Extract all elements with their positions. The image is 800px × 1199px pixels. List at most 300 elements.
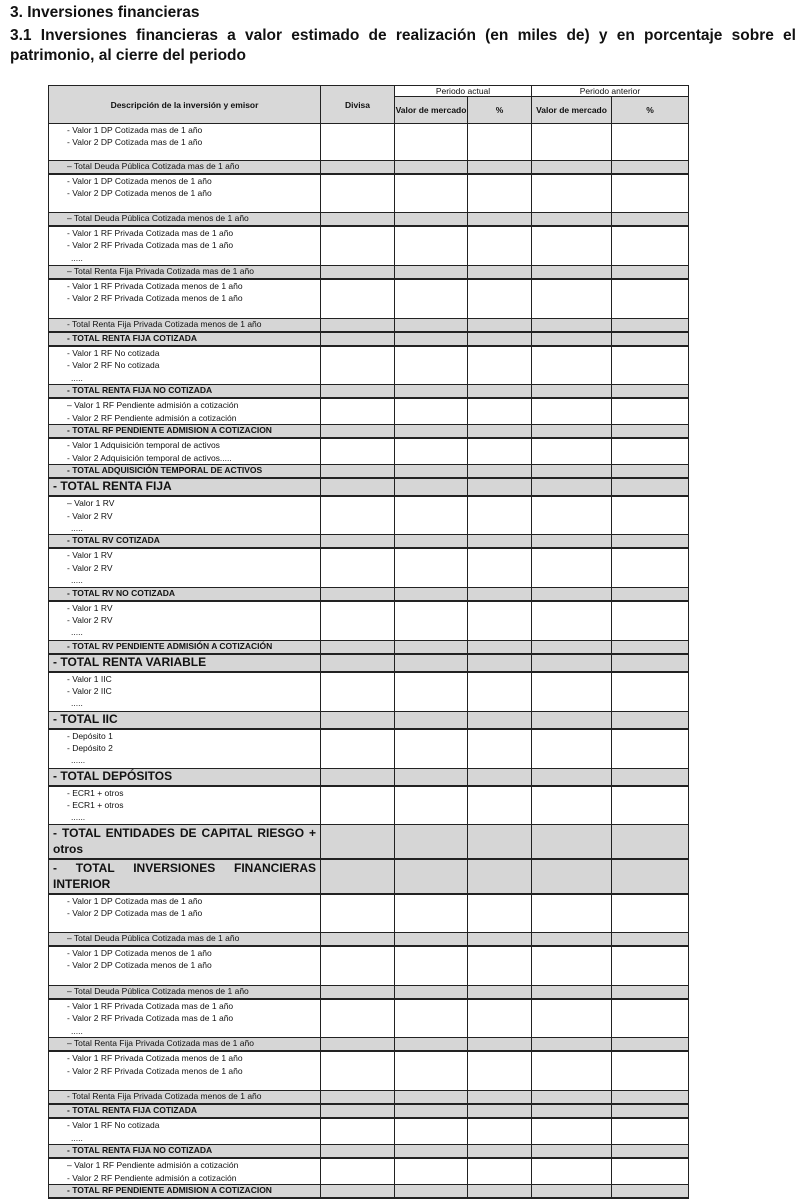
total-label: – Total Deuda Pública Cotizada menos de 1 año (67, 985, 249, 996)
total-label: - TOTAL RENTA FIJA COTIZADA (67, 1105, 198, 1116)
total-row (49, 332, 689, 346)
current-percent-cell[interactable] (468, 398, 532, 425)
total-row (49, 319, 689, 333)
table-row (49, 496, 689, 535)
currency-cell[interactable] (321, 174, 395, 213)
previous-value-cell[interactable] (532, 985, 612, 999)
list-item: - Valor 1 RF Privada Cotizada menos de 1 año (67, 1053, 243, 1064)
list-item: – Valor 1 RF Pendiente admisión a cotización (67, 400, 239, 411)
list-item: ..... (71, 1025, 83, 1036)
previous-percent-cell[interactable] (612, 1091, 689, 1105)
table-row (49, 999, 689, 1038)
previous-percent-cell[interactable] (612, 985, 689, 999)
list-item: - Valor 2 RF Pendiente admisión a cotización (67, 412, 237, 423)
current-percent-cell[interactable] (468, 894, 532, 933)
previous-percent-cell[interactable] (612, 1158, 689, 1185)
table-row (49, 346, 689, 385)
previous-value-cell[interactable] (532, 548, 612, 587)
current-percent-cell[interactable] (468, 266, 532, 280)
total-label: - TOTAL RENTA FIJA NO COTIZADA (67, 385, 213, 396)
currency-cell[interactable] (321, 587, 395, 601)
previous-value-cell[interactable] (532, 711, 612, 729)
previous-percent-cell[interactable] (612, 161, 689, 175)
previous-percent-cell[interactable] (612, 768, 689, 786)
current-value-cell[interactable] (395, 346, 468, 385)
current-percent-cell[interactable] (468, 174, 532, 213)
total-row (49, 1145, 689, 1159)
total-label: – Total Renta Fija Privada Cotizada mas de 1 año (67, 1038, 254, 1049)
previous-percent-cell[interactable] (612, 859, 689, 894)
currency-cell[interactable] (321, 319, 395, 333)
previous-percent-cell[interactable] (612, 1118, 689, 1145)
description-cell (49, 465, 321, 479)
current-value-cell[interactable] (395, 1038, 468, 1052)
current-value-cell[interactable] (395, 213, 468, 227)
total-label: - TOTAL ENTIDADES DE CAPITAL RIESGO + otros (53, 825, 316, 856)
previous-percent-cell[interactable] (612, 332, 689, 346)
previous-percent-cell[interactable] (612, 786, 689, 825)
current-percent-cell[interactable] (468, 332, 532, 346)
previous-percent-cell[interactable] (612, 894, 689, 933)
total-row (49, 1091, 689, 1105)
current-value-cell[interactable] (395, 496, 468, 535)
total-label: - TOTAL RENTA FIJA (53, 479, 172, 494)
current-percent-cell[interactable] (468, 824, 532, 859)
previous-percent-cell[interactable] (612, 213, 689, 227)
current-percent-cell[interactable] (468, 711, 532, 729)
currency-cell[interactable] (321, 1118, 395, 1145)
current-percent-cell[interactable] (468, 601, 532, 641)
previous-percent-cell[interactable] (612, 548, 689, 587)
currency-cell[interactable] (321, 332, 395, 346)
currency-cell[interactable] (321, 824, 395, 859)
current-value-cell[interactable] (395, 1145, 468, 1159)
previous-value-cell[interactable] (532, 768, 612, 786)
current-percent-cell[interactable] (468, 1091, 532, 1105)
current-percent-cell[interactable] (468, 425, 532, 439)
description-cell (49, 1118, 321, 1145)
previous-percent-cell[interactable] (612, 385, 689, 399)
currency-header: Divisa (321, 86, 395, 124)
list-item: - Valor 1 DP Cotizada mas de 1 año (67, 895, 203, 906)
previous-percent-cell[interactable] (612, 999, 689, 1038)
list-item: - Valor 1 RF Privada Cotizada menos de 1 año (67, 281, 243, 291)
previous-value-cell[interactable] (532, 786, 612, 825)
current-percent-cell[interactable] (468, 932, 532, 946)
current-percent-cell[interactable] (468, 768, 532, 786)
current-value-cell[interactable] (395, 385, 468, 399)
current-percent-cell[interactable] (468, 213, 532, 227)
previous-value-cell[interactable] (532, 398, 612, 425)
currency-cell[interactable] (321, 266, 395, 280)
description-cell (49, 1051, 321, 1091)
current-percent-cell[interactable] (468, 535, 532, 549)
previous-value-cell[interactable] (532, 266, 612, 280)
previous-value-cell[interactable] (532, 346, 612, 385)
current-percent-cell[interactable] (468, 1038, 532, 1052)
previous-value-cell[interactable] (532, 1051, 612, 1091)
current-percent-cell[interactable] (468, 985, 532, 999)
current-value-cell[interactable] (395, 999, 468, 1038)
description-cell (49, 1091, 321, 1105)
total-label: - TOTAL RV PENDIENTE ADMISIÓN A COTIZACIÓN (67, 640, 273, 651)
currency-cell[interactable] (321, 601, 395, 641)
current-percent-cell[interactable] (468, 654, 532, 672)
description-cell (49, 672, 321, 712)
list-item: - Valor 2 DP Cotizada menos de 1 año (67, 188, 212, 199)
list-item: ..... (71, 372, 83, 383)
current-percent-cell[interactable] (468, 1145, 532, 1159)
current-percent-cell[interactable] (468, 1185, 532, 1199)
current-value-cell[interactable] (395, 985, 468, 999)
previous-value-cell[interactable] (532, 124, 612, 161)
current-percent-cell[interactable] (468, 226, 532, 266)
total-label: - TOTAL DEPÓSITOS (53, 768, 173, 783)
description-cell (49, 1038, 321, 1052)
total-label: - TOTAL RENTA VARIABLE (53, 654, 207, 669)
currency-cell[interactable] (321, 398, 395, 425)
currency-cell[interactable] (321, 894, 395, 933)
currency-cell[interactable] (321, 279, 395, 319)
current-percent-cell[interactable] (468, 279, 532, 319)
total-label: – Total Deuda Pública Cotizada mas de 1 año (67, 161, 240, 171)
list-item: ..... (71, 698, 83, 709)
current-percent-cell[interactable] (468, 946, 532, 986)
previous-percent-cell[interactable] (612, 1104, 689, 1118)
previous-percent-cell[interactable] (612, 279, 689, 319)
currency-cell[interactable] (321, 729, 395, 769)
total-row (49, 213, 689, 227)
current-percent-cell[interactable] (468, 319, 532, 333)
description-cell (49, 768, 321, 786)
previous-percent-cell[interactable] (612, 535, 689, 549)
current-percent-cell[interactable] (468, 496, 532, 535)
total-row (49, 425, 689, 439)
current-value-cell[interactable] (395, 1104, 468, 1118)
list-item: - Depósito 2 (67, 743, 113, 754)
list-item: - Valor 2 IIC (67, 686, 112, 697)
current-value-cell[interactable] (395, 1091, 468, 1105)
current-percent-cell[interactable] (468, 786, 532, 825)
current-value-cell[interactable] (395, 587, 468, 601)
current-value-cell[interactable] (395, 1158, 468, 1185)
table-body (49, 124, 689, 1199)
current-percent-cell[interactable] (468, 346, 532, 385)
description-cell (49, 398, 321, 425)
currency-cell[interactable] (321, 385, 395, 399)
previous-percent-cell[interactable] (612, 465, 689, 479)
currency-cell[interactable] (321, 438, 395, 465)
currency-cell[interactable] (321, 496, 395, 535)
currency-cell[interactable] (321, 1104, 395, 1118)
currency-cell[interactable] (321, 654, 395, 672)
previous-percent-cell[interactable] (612, 587, 689, 601)
current-value-cell[interactable] (395, 711, 468, 729)
previous-value-cell[interactable] (532, 1158, 612, 1185)
current-value-cell[interactable] (395, 279, 468, 319)
current-percent-cell[interactable] (468, 729, 532, 769)
total-row (49, 535, 689, 549)
currency-cell[interactable] (321, 1158, 395, 1185)
current-value-cell[interactable] (395, 894, 468, 933)
previous-value-cell[interactable] (532, 213, 612, 227)
current-percent-cell[interactable] (468, 999, 532, 1038)
list-item: - Valor 2 RF Privada Cotizada menos de 1 año (67, 1065, 243, 1076)
currency-cell[interactable] (321, 478, 395, 496)
previous-value-cell[interactable] (532, 385, 612, 399)
description-cell (49, 946, 321, 986)
previous-value-cell[interactable] (532, 496, 612, 535)
previous-value-cell[interactable] (532, 859, 612, 894)
current-value-cell[interactable] (395, 640, 468, 654)
currency-cell[interactable] (321, 535, 395, 549)
currency-cell[interactable] (321, 425, 395, 439)
current-percent-cell[interactable] (468, 465, 532, 479)
previous-percent-cell[interactable] (612, 824, 689, 859)
previous-percent-cell[interactable] (612, 729, 689, 769)
total-row (49, 859, 689, 894)
description-cell (49, 425, 321, 439)
current-value-cell[interactable] (395, 124, 468, 161)
currency-cell[interactable] (321, 946, 395, 986)
previous-percent-cell[interactable] (612, 672, 689, 712)
list-item: - Valor 1 IIC (67, 673, 112, 684)
current-value-cell[interactable] (395, 729, 468, 769)
total-label: - TOTAL RF PENDIENTE ADMISION A COTIZACION (67, 425, 272, 436)
description-cell (49, 894, 321, 933)
currency-cell[interactable] (321, 465, 395, 479)
previous-percent-cell[interactable] (612, 1145, 689, 1159)
previous-market-value-header: Valor de mercado (532, 97, 612, 124)
current-value-cell[interactable] (395, 548, 468, 587)
previous-value-cell[interactable] (532, 174, 612, 213)
current-percent-cell[interactable] (468, 1104, 532, 1118)
currency-cell[interactable] (321, 1145, 395, 1159)
description-cell (49, 1104, 321, 1118)
previous-value-cell[interactable] (532, 161, 612, 175)
current-value-cell[interactable] (395, 859, 468, 894)
previous-percent-cell[interactable] (612, 319, 689, 333)
previous-percent-cell[interactable] (612, 1051, 689, 1091)
previous-value-cell[interactable] (532, 1145, 612, 1159)
previous-percent-cell[interactable] (612, 932, 689, 946)
list-item: - Valor 2 RF No cotizada (67, 360, 160, 371)
current-value-cell[interactable] (395, 425, 468, 439)
current-percent-cell[interactable] (468, 385, 532, 399)
investments-table (48, 85, 689, 1199)
current-value-cell[interactable] (395, 672, 468, 712)
current-percent-cell[interactable] (468, 587, 532, 601)
total-row (49, 711, 689, 729)
previous-value-cell[interactable] (532, 438, 612, 465)
currency-cell[interactable] (321, 124, 395, 161)
list-item: - Valor 1 RV (67, 550, 113, 561)
current-percent-cell[interactable] (468, 1118, 532, 1145)
list-item: - Valor 2 RV (67, 562, 113, 573)
currency-cell[interactable] (321, 1038, 395, 1052)
table-row (49, 946, 689, 986)
total-label: - TOTAL INVERSIONES FINANCIERAS INTERIOR (53, 860, 316, 891)
current-value-cell[interactable] (395, 161, 468, 175)
previous-value-cell[interactable] (532, 587, 612, 601)
current-percent-cell[interactable] (468, 859, 532, 894)
currency-cell[interactable] (321, 999, 395, 1038)
list-item: ...... (71, 755, 86, 766)
total-row (49, 1104, 689, 1118)
list-item: - Valor 2 Adquisición temporal de activos..... (67, 452, 232, 463)
previous-percent-cell[interactable] (612, 601, 689, 641)
description-cell (49, 346, 321, 385)
previous-percent-cell[interactable] (612, 425, 689, 439)
previous-percent-cell[interactable] (612, 174, 689, 213)
previous-value-cell[interactable] (532, 946, 612, 986)
current-value-cell[interactable] (395, 946, 468, 986)
total-row (49, 161, 689, 175)
description-cell (49, 548, 321, 587)
previous-value-cell[interactable] (532, 535, 612, 549)
previous-value-cell[interactable] (532, 654, 612, 672)
currency-cell[interactable] (321, 672, 395, 712)
currency-cell[interactable] (321, 346, 395, 385)
current-period-header: Periodo actual (395, 86, 532, 97)
previous-percent-cell[interactable] (612, 1185, 689, 1199)
list-item: - Valor 1 RV (67, 602, 113, 613)
previous-value-cell[interactable] (532, 1118, 612, 1145)
currency-cell[interactable] (321, 1091, 395, 1105)
current-value-cell[interactable] (395, 332, 468, 346)
current-value-cell[interactable] (395, 266, 468, 280)
previous-value-cell[interactable] (532, 465, 612, 479)
previous-percent-cell[interactable] (612, 438, 689, 465)
current-value-cell[interactable] (395, 1051, 468, 1091)
previous-value-cell[interactable] (532, 319, 612, 333)
current-value-cell[interactable] (395, 654, 468, 672)
previous-percent-cell[interactable] (612, 1038, 689, 1052)
current-value-cell[interactable] (395, 768, 468, 786)
previous-percent-cell[interactable] (612, 346, 689, 385)
list-item: ..... (71, 252, 83, 263)
previous-value-cell[interactable] (532, 894, 612, 933)
current-percent-cell[interactable] (468, 1158, 532, 1185)
currency-cell[interactable] (321, 640, 395, 654)
current-value-cell[interactable] (395, 535, 468, 549)
list-item: - Valor 2 RF Pendiente admisión a cotización (67, 1172, 237, 1183)
previous-value-cell[interactable] (532, 478, 612, 496)
current-percent-cell[interactable] (468, 548, 532, 587)
current-value-cell[interactable] (395, 1118, 468, 1145)
current-value-cell[interactable] (395, 478, 468, 496)
previous-value-cell[interactable] (532, 999, 612, 1038)
current-value-cell[interactable] (395, 932, 468, 946)
current-value-cell[interactable] (395, 398, 468, 425)
current-value-cell[interactable] (395, 174, 468, 213)
current-value-cell[interactable] (395, 438, 468, 465)
table-row (49, 174, 689, 213)
previous-percent-cell[interactable] (612, 478, 689, 496)
current-percent-cell[interactable] (468, 672, 532, 712)
currency-cell[interactable] (321, 1051, 395, 1091)
previous-percent-cell[interactable] (612, 711, 689, 729)
currency-cell[interactable] (321, 711, 395, 729)
current-value-cell[interactable] (395, 824, 468, 859)
current-market-value-header: Valor de mercado (395, 97, 468, 124)
previous-value-cell[interactable] (532, 1038, 612, 1052)
previous-value-cell[interactable] (532, 332, 612, 346)
description-cell (49, 1185, 321, 1199)
previous-value-cell[interactable] (532, 729, 612, 769)
previous-value-cell[interactable] (532, 640, 612, 654)
previous-percent-cell[interactable] (612, 640, 689, 654)
current-value-cell[interactable] (395, 601, 468, 641)
previous-percent-cell[interactable] (612, 266, 689, 280)
previous-value-cell[interactable] (532, 672, 612, 712)
description-cell (49, 161, 321, 175)
currency-cell[interactable] (321, 768, 395, 786)
current-percent-cell[interactable] (468, 478, 532, 496)
previous-value-cell[interactable] (532, 1091, 612, 1105)
currency-cell[interactable] (321, 161, 395, 175)
previous-percent-cell[interactable] (612, 946, 689, 986)
list-item: ..... (71, 575, 83, 586)
previous-value-cell[interactable] (532, 1104, 612, 1118)
current-value-cell[interactable] (395, 786, 468, 825)
previous-percent-cell[interactable] (612, 398, 689, 425)
currency-cell[interactable] (321, 932, 395, 946)
currency-cell[interactable] (321, 1185, 395, 1199)
previous-value-cell[interactable] (532, 226, 612, 266)
current-percent-cell[interactable] (468, 640, 532, 654)
current-percent-cell[interactable] (468, 1051, 532, 1091)
previous-value-cell[interactable] (532, 824, 612, 859)
table-row (49, 1158, 689, 1185)
currency-cell[interactable] (321, 548, 395, 587)
currency-cell[interactable] (321, 985, 395, 999)
previous-value-cell[interactable] (532, 932, 612, 946)
total-label: - TOTAL RV NO COTIZADA (67, 587, 175, 598)
total-row (49, 768, 689, 786)
list-item: – Valor 1 RF Pendiente admisión a cotización (67, 1160, 239, 1171)
previous-value-cell[interactable] (532, 279, 612, 319)
current-value-cell[interactable] (395, 319, 468, 333)
total-row (49, 640, 689, 654)
currency-cell[interactable] (321, 226, 395, 266)
currency-cell[interactable] (321, 213, 395, 227)
current-value-cell[interactable] (395, 465, 468, 479)
currency-cell[interactable] (321, 786, 395, 825)
currency-cell[interactable] (321, 859, 395, 894)
previous-percent-cell[interactable] (612, 226, 689, 266)
description-cell (49, 587, 321, 601)
current-value-cell[interactable] (395, 226, 468, 266)
list-item: - Depósito 1 (67, 730, 113, 741)
list-item: - Valor 1 DP Cotizada mas de 1 año (67, 125, 203, 135)
current-percent-cell[interactable] (468, 438, 532, 465)
total-row (49, 266, 689, 280)
description-cell (49, 711, 321, 729)
previous-percent-cell[interactable] (612, 496, 689, 535)
previous-value-cell[interactable] (532, 1185, 612, 1199)
current-value-cell[interactable] (395, 1185, 468, 1199)
total-row (49, 385, 689, 399)
total-row (49, 465, 689, 479)
previous-percent-cell[interactable] (612, 124, 689, 161)
previous-percent-cell[interactable] (612, 654, 689, 672)
previous-value-cell[interactable] (532, 601, 612, 641)
current-percent-cell[interactable] (468, 161, 532, 175)
current-percent-cell[interactable] (468, 124, 532, 161)
description-cell (49, 654, 321, 672)
previous-value-cell[interactable] (532, 425, 612, 439)
